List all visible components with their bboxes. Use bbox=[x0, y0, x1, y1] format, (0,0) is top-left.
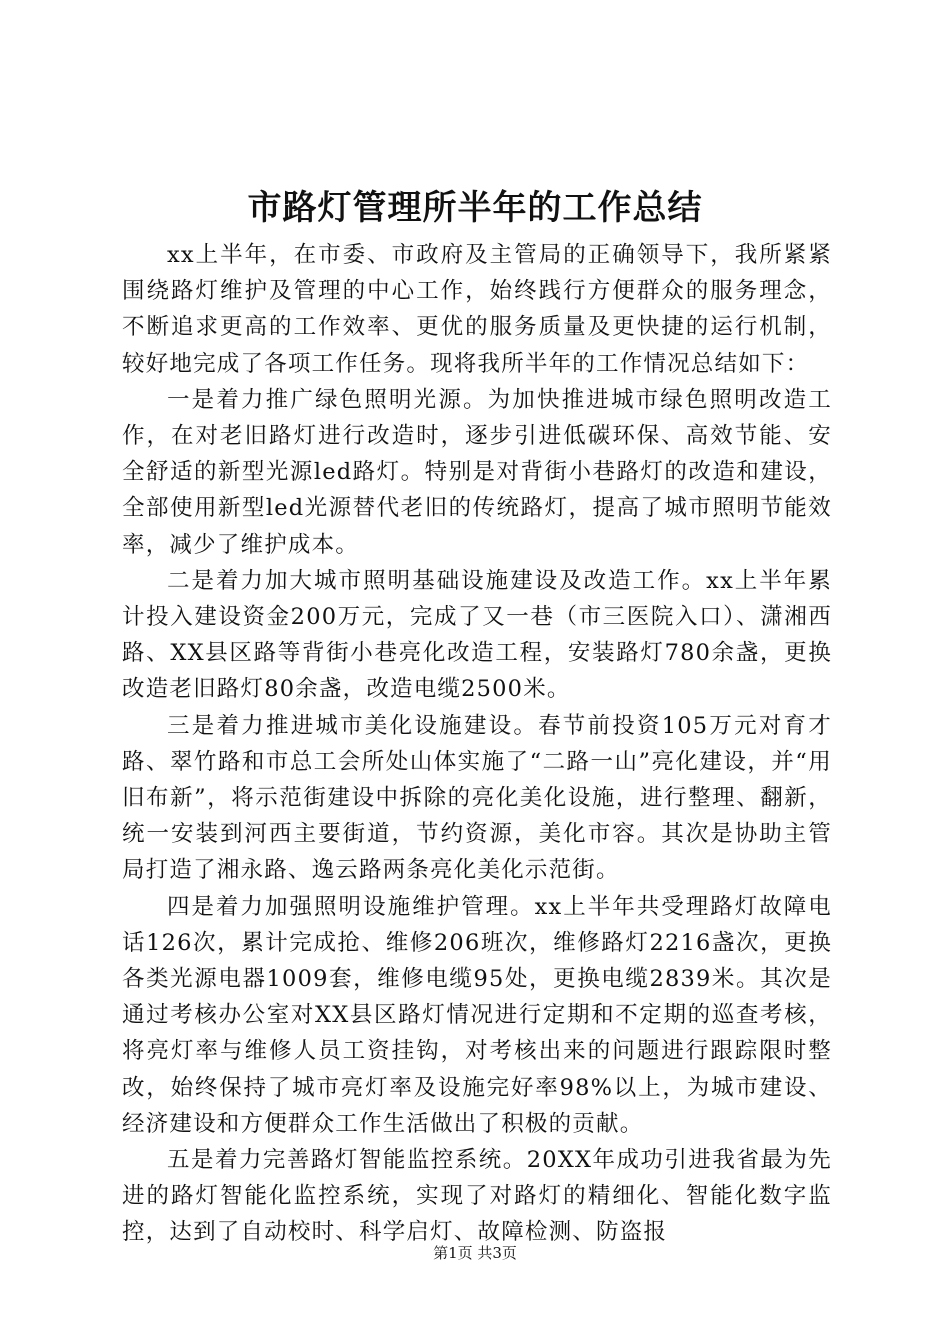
paragraph-beautification: 三是着力推进城市美化设施建设。春节前投资105万元对育才路、翠竹路和市总工会所处山体实施了“二路一山”亮化建设，并“用旧布新”，将示范街建设中拆除的亮化美化设施，进行整理、翻新，统一安装到河西主要街道，节约资源，美化市容。其次是协助主管局打造了湘永路、逸云路两条亮化美化示范街。 bbox=[122, 712, 832, 884]
paragraph-maintenance: 四是着力加强照明设施维护管理。xx上半年共受理路灯故障电话126次，累计完成抢、维修206班次，维修路灯2216盏次，更换各类光源电器1009套，维修电缆95处，更换电缆2839米。其次是通过考核办公室对XX县区路灯情况进行定期和不定期的巡查考核，将亮灯率与维修人员工资挂钩，对考核出来的问题进行跟踪限时整改，始终保持了城市亮灯率及设施完好率98%以上，为城市建设、经济建设和方便群众工作生活做出了积极的贡献。 bbox=[122, 893, 832, 1137]
document-title: 市路灯管理所半年的工作总结 bbox=[247, 188, 703, 228]
paragraph-intro: xx上半年，在市委、市政府及主管局的正确领导下，我所紧紧围绕路灯维护及管理的中心工作，始终践行方便群众的服务理念，不断追求更高的工作效率、更优的服务质量及更快捷的运行机制，较好地完成了各项工作任务。现将我所半年的工作情况总结如下： bbox=[122, 242, 832, 377]
document-body bbox=[122, 237, 832, 1251]
paragraph-monitoring: 五是着力完善路灯智能监控系统。20XX年成功引进我省最为先进的路灯智能化监控系统，实现了对路灯的精细化、智能化数字监控，达到了自动校时、科学启灯、故障检测、防盗报 bbox=[122, 1147, 832, 1246]
page-number-footer: 第1页 共3页 bbox=[433, 1244, 517, 1262]
paragraph-green-lighting: 一是着力推广绿色照明光源。为加快推进城市绿色照明改造工作，在对老旧路灯进行改造时，逐步引进低碳环保、高效节能、安全舒适的新型光源led路灯。特别是对背街小巷路灯的改造和建设，全部使用新型led光源替代老旧的传统路灯，提高了城市照明节能效率，减少了维护成本。 bbox=[122, 386, 832, 558]
paragraph-infrastructure: 二是着力加大城市照明基础设施建设及改造工作。xx上半年累计投入建设资金200万元，完成了又一巷（市三医院入口）、潇湘西路、XX县区路等背街小巷亮化改造工程，安装路灯780余盏，更换改造老旧路灯80余盏，改造电缆2500米。 bbox=[122, 567, 832, 703]
